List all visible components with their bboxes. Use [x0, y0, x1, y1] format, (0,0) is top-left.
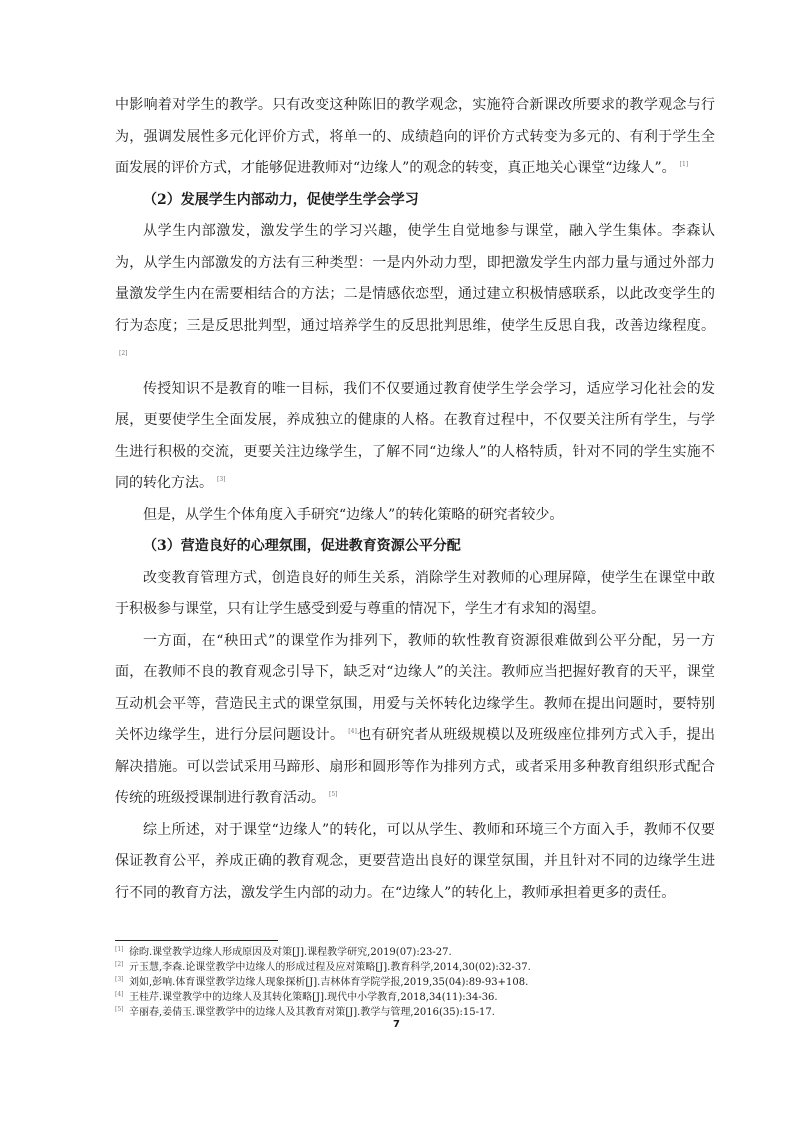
paragraph: 从学生内部激发，激发学生的学习兴趣，使学生自觉地参与课堂，融入学生集体。李森认为，从学生内部激发的方法有三种类型：一是内外动力型，即把激发学生内部力量与通过外部力量激发学生内在需要相结合的方法；二是情感依恋型，通过建立积极情感联系，以此改变学生的行为态度；三是反思批判型，通过培养学生的反思批判思维，使学生反思自我，改善边缘程度。[2] [115, 223, 715, 358]
paragraph: 但是，从学生个体角度入手研究“边缘人”的转化策略的研究者较少。 [143, 506, 564, 523]
footnote: [5] 辛丽春,姜倩玉.课堂教学中的边缘人及其教育对策[J].教学与管理,2016(35):15-17. [115, 1005, 495, 1018]
citation-marker: [4] [348, 728, 357, 736]
citation-marker: [1] [679, 161, 689, 169]
footnotes [115, 945, 715, 1020]
citation-marker: [2] [119, 350, 128, 358]
footnote: [3] 刘如,彭响.体育课堂教学边缘人现象探析[J].吉林体育学院学报,2019,35(04):89-93+108. [115, 975, 529, 988]
section-heading: （2）发展学生内部动力，促使学生学会学习 [143, 191, 419, 208]
footnote-divider [115, 940, 278, 941]
paragraph: 综上所述，对于课堂“边缘人”的转化，可以从学生、教师和环境三个方面入手，教师不仅要保证教育公平，养成正确的教育观念，更要营造出良好的课堂氛围，并且针对不同的边缘学生进行不同的教育方法，激发学生内部的动力。在“边缘人”的转化上，教师承担着更多的责任。 [115, 821, 715, 901]
page-number: 7 [393, 1019, 400, 1030]
paragraph: 一方面，在“秧田式”的课堂作为排列下，教师的软性教育资源很难做到公平分配，另一方面，在教师不良的教育观念引导下，缺乏对“边缘人”的关注。教师应当把握好教育的天平，课堂互动机会平等，营造民主式的课堂氛围，用爱与关怀转化边缘学生。教师在提出问题时，要特别关怀边缘学生，进行分层问题设计。 [4]也有研究者从班级规模以及班级座位排列方式入手，提出解决措施。可以尝试采用马蹄形、扇形和圆形等作为排列方式，或者采用多种教育组织形式配合传统的班级授课制进行教育活动。 [5] [115, 632, 716, 806]
section-heading: （3）营造良好的心理氛围，促进教育资源公平分配 [143, 538, 461, 554]
document-body [115, 90, 715, 909]
footnote: [1] 徐昀.课堂教学边缘人形成原因及对策[J].课程教学研究,2019(07):23-27. [115, 945, 452, 958]
paragraph: 中影响着对学生的教学。只有改变这种陈旧的教学观念，实施符合新课改所要求的教学观念与行为，强调发展性多元化评价方式，将单一的、成绩趋向的评价方式转变为多元的、有利于学生全面发展的评价方式，才能够促进教师对“边缘人”的观念的转变，真正地关心课堂“边缘人”。 [1] [115, 97, 715, 176]
paragraph: 改变教育管理方式，创造良好的师生关系，消除学生对教师的心理屏障，使学生在课堂中敢于积极参与课堂，只有让学生感受到爱与尊重的情况下，学生才有求知的渴望。 [115, 569, 715, 617]
paragraph: 传授知识不是教育的唯一目标，我们不仅要通过教育使学生学会学习，适应学习化社会的发展，更要使学生全面发展，养成独立的健康的人格。在教育过程中，不仅要关注所有学生，与学生进行积极的交流，更要关注边缘学生，了解不同“边缘人”的人格特质，针对不同的学生实施不同的转化方法。 [3] [115, 380, 715, 491]
citation-marker: [3] [217, 476, 226, 484]
footnote: [2] 亓玉慧,李森.论课堂教学中边缘人的形成过程及应对策略[J].教育科学,2014,30(02):32-37. [115, 960, 531, 973]
footnote: [4] 王桂芹.课堂教学中的边缘人及其转化策略[J].现代中小学教育,2018,34(11):34-36. [115, 990, 498, 1003]
citation-marker: [5] [329, 791, 338, 799]
